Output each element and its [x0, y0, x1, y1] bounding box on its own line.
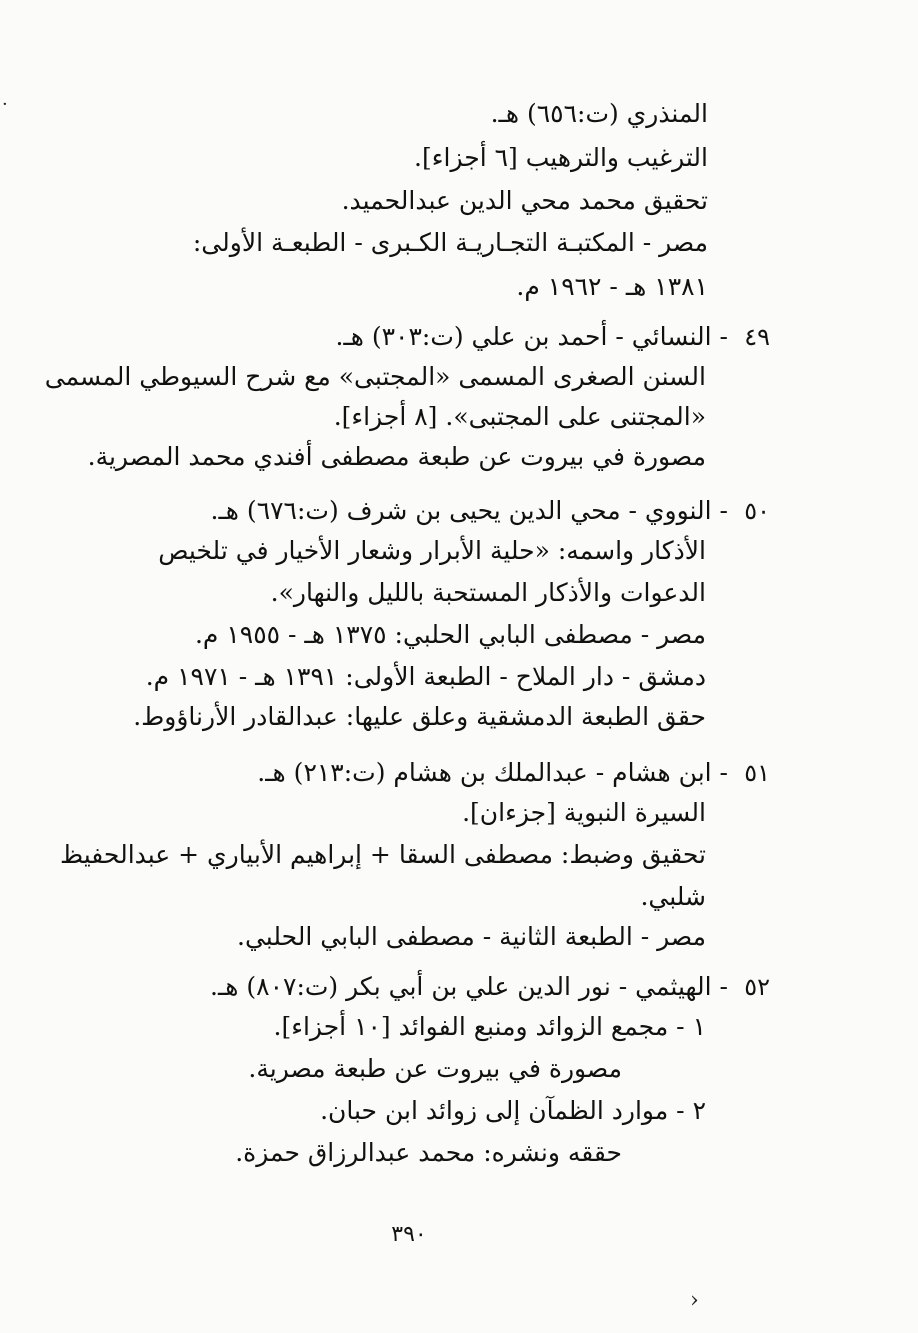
entry-number: ٥١	[744, 759, 770, 787]
entry-line: دمشق - دار الملاح - الطبعة الأولى: ١٣٩١ هـ - ١٩٧١ م.	[145, 662, 706, 691]
entry-line: الأذكار واسمه: «حلية الأبرار وشعار الأخيار في تلخيص	[158, 536, 706, 565]
entry-line: مصورة في بيروت عن طبعة مصطفى أفندي محمد المصرية.	[87, 442, 706, 471]
entry-line: مصر - الطبعة الثانية - مصطفى البابي الحلبي.	[237, 922, 706, 951]
entry-line: مصر - مصطفى البابي الحلبي: ١٣٧٥ هـ - ١٩٥٥ م.	[194, 620, 706, 649]
entry-line: حققه ونشره: محمد عبدالرزاق حمزة.	[235, 1138, 622, 1167]
entry-heading: - الهيثمي - نور الدين علي بن أبي بكر (ت:٨٠٧) هـ.	[210, 972, 728, 1001]
entry-heading: - النسائي - أحمد بن علي (ت:٣٠٣) هـ.	[335, 322, 728, 351]
entry-number: ٥٢	[744, 973, 770, 1001]
scan-mark: ›	[690, 1288, 699, 1313]
entry-number: ٥٠	[744, 497, 770, 525]
page-number: ٣٩٠	[391, 1222, 427, 1247]
entry-heading: - النووي - محي الدين يحيى بن شرف (ت:٦٧٦) هـ.	[210, 496, 728, 525]
entry-line: «المجتنى على المجتبى». [٨ أجزاء].	[333, 402, 706, 431]
entry-line: مصر - المكتبـة التجـاريـة الكـبرى - الطبعـة الأولى:	[192, 228, 708, 257]
entry-line: تحقيق محمد محي الدين عبدالحميد.	[341, 186, 708, 215]
entry-line: شلبي.	[640, 882, 706, 911]
entry-heading: - ابن هشام - عبدالملك بن هشام (ت:٢١٣) هـ.	[257, 758, 728, 787]
scan-mark: ·	[2, 94, 8, 115]
entry-line: حقق الطبعة الدمشقية وعلق عليها: عبدالقادر الأرناؤوط.	[133, 702, 706, 731]
entry-line: السيرة النبوية [جزءان].	[462, 798, 706, 827]
entry-line: ١ - مجمع الزوائد ومنبع الفوائد [١٠ أجزاء].	[273, 1012, 706, 1041]
entry-line: مصورة في بيروت عن طبعة مصرية.	[248, 1054, 622, 1083]
entry-number: ٤٩	[744, 323, 770, 351]
entry-line: تحقيق وضبط: مصطفى السقا + إبراهيم الأبياري + عبدالحفيظ	[60, 840, 706, 869]
entry-line: الترغيب والترهيب [٦ أجزاء].	[414, 143, 708, 172]
entry-line: ١٣٨١ هـ - ١٩٦٢ م.	[516, 272, 708, 301]
entry-line: ٢ - موارد الظمآن إلى زوائد ابن حبان.	[320, 1096, 706, 1125]
entry-line: المنذري (ت:٦٥٦) هـ.	[490, 99, 708, 128]
entry-line: الدعوات والأذكار المستحبة بالليل والنهار».	[270, 578, 706, 607]
entry-line: السنن الصغرى المسمى «المجتبى» مع شرح السيوطي المسمى	[44, 362, 706, 391]
